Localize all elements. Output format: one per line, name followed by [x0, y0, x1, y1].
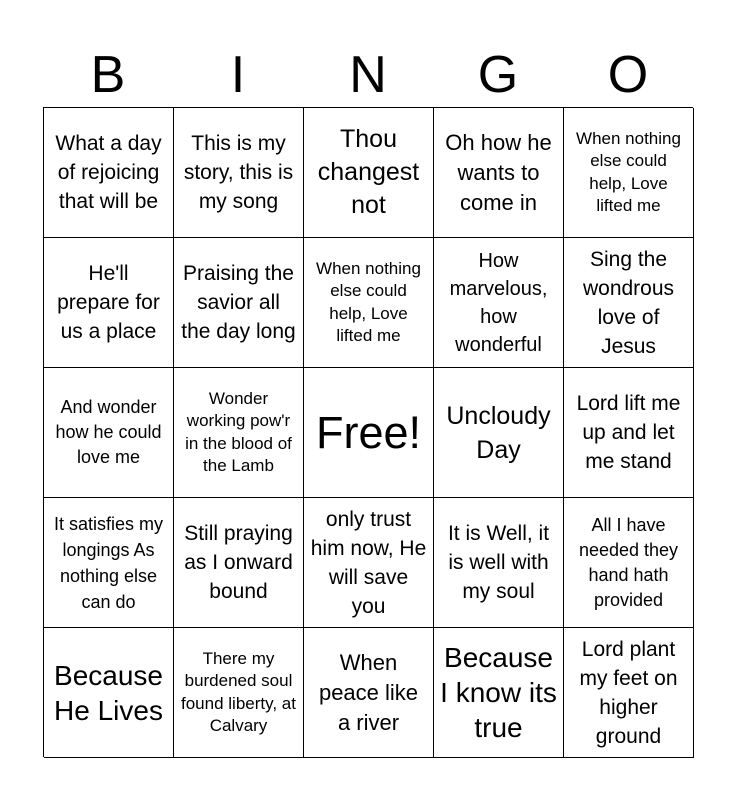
bingo-cell-r1c4[interactable] — [434, 108, 564, 238]
bingo-cell-r3c1[interactable] — [44, 368, 174, 498]
bingo-cell-r1c3[interactable] — [304, 108, 434, 238]
bingo-cell-r1c1[interactable] — [44, 108, 174, 238]
bingo-cell-r4c4[interactable] — [434, 498, 564, 628]
bingo-cell-r1c2[interactable] — [174, 108, 304, 238]
cell-text: When nothing else could help, Love lifted me — [316, 258, 421, 345]
cell-text: Wonder working pow'r in the blood of the Lamb — [185, 388, 292, 475]
bingo-cell-r3c4[interactable] — [434, 368, 564, 498]
cell-text: There my burdened soul found liberty, at Calvary — [181, 648, 296, 735]
cell-text: Lord plant my feet on higher ground — [579, 637, 678, 748]
header-letter-o: O — [607, 46, 649, 104]
bingo-cell-r2c4[interactable] — [434, 238, 564, 368]
cell-text: Praising the savior all the day long — [181, 262, 296, 343]
bingo-cell-r2c2[interactable] — [174, 238, 304, 368]
free-space: Free! — [315, 407, 422, 458]
bingo-cell-r4c5[interactable] — [564, 498, 694, 628]
cell-text: When peace like a river — [318, 649, 419, 735]
cell-text: All I have needed they hand hath provided — [578, 514, 679, 610]
bingo-cell-r3c2[interactable] — [174, 368, 304, 498]
bingo-cell-r4c1[interactable] — [44, 498, 174, 628]
cell-text: Sing the wondrous love of Jesus — [582, 247, 675, 358]
cell-text: Oh how he wants to come in — [445, 129, 552, 215]
header-letter-i: I — [230, 46, 246, 104]
bingo-cell-r5c3[interactable] — [304, 628, 434, 758]
cell-text: He'll prepare for us a place — [57, 262, 160, 343]
cell-text: Lord lift me up and let me stand — [576, 392, 681, 473]
header-letter-n: N — [349, 46, 387, 104]
cell-text: And wonder how he could love me — [55, 397, 162, 467]
bingo-cell-r3c5[interactable] — [564, 368, 694, 498]
bingo-cell-r2c5[interactable] — [564, 238, 694, 368]
cell-text: only trust him now, He will save you — [310, 507, 427, 618]
cell-text: Uncloudy Day — [446, 401, 551, 464]
bingo-cell-r4c2[interactable] — [174, 498, 304, 628]
cell-text: It is Well, it is well with my soul — [447, 522, 550, 603]
header-letter-b: B — [90, 46, 126, 104]
bingo-header — [43, 42, 693, 108]
header-letter-g: G — [477, 46, 519, 104]
bingo-cell-r5c4[interactable] — [434, 628, 564, 758]
bingo-cell-r2c1[interactable] — [44, 238, 174, 368]
bingo-cell-r4c3[interactable] — [304, 498, 434, 628]
bingo-board — [43, 107, 693, 757]
bingo-cell-r1c5[interactable] — [564, 108, 694, 238]
cell-text: When nothing else could help, Love lifted me — [576, 128, 681, 215]
bingo-cell-r5c1[interactable] — [44, 628, 174, 758]
cell-text: This is my story, this is my song — [183, 132, 294, 213]
cell-text: It satisfies my longings As nothing else can do — [53, 513, 164, 612]
cell-text: Because He Lives — [54, 659, 163, 726]
bingo-cell-r5c2[interactable] — [174, 628, 304, 758]
bingo-cell-r3c3[interactable] — [304, 368, 434, 498]
bingo-cell-r5c5[interactable] — [564, 628, 694, 758]
cell-text: What a day of rejoicing that will be — [55, 132, 162, 213]
cell-text: How marvelous, how wonderful — [449, 249, 548, 356]
cell-text: Thou changest not — [317, 125, 420, 219]
cell-text: Still praying as I onward bound — [184, 522, 293, 603]
cell-text: Because I know its true — [440, 642, 557, 743]
bingo-cell-r2c3[interactable] — [304, 238, 434, 368]
